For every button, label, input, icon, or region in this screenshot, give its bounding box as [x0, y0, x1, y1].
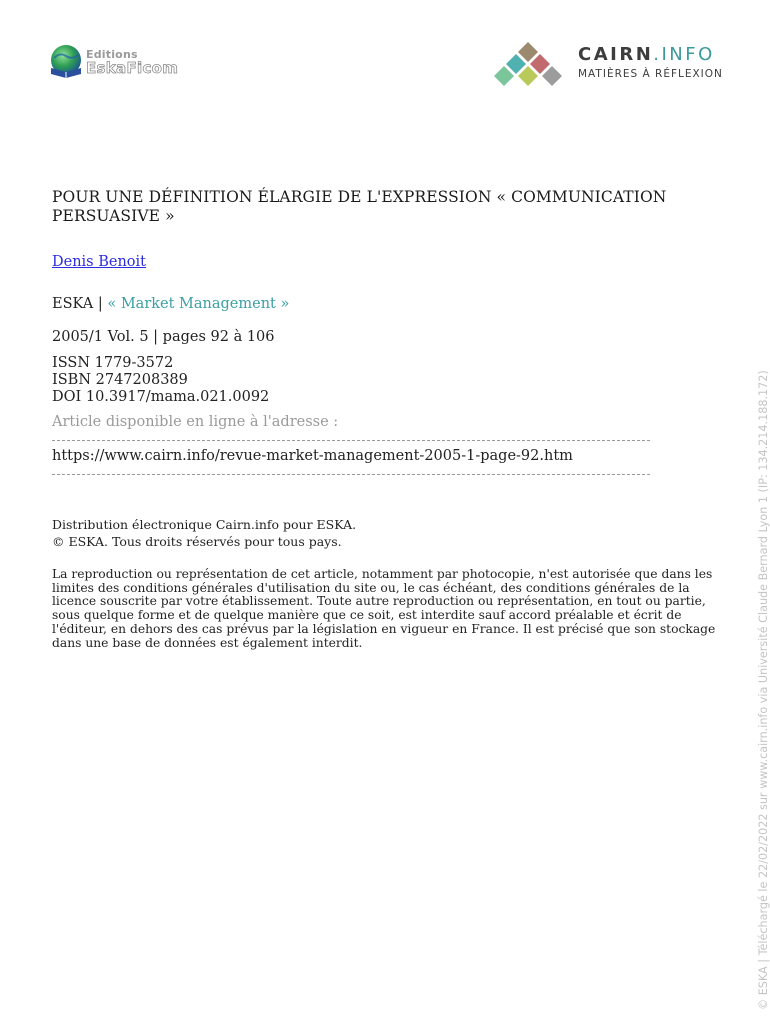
- eska-ficom-logo: [48, 42, 198, 82]
- doi: DOI 10.3917/mama.021.0092: [52, 389, 270, 405]
- cairn-wordmark: CAIRN.INFO: [578, 44, 715, 65]
- journal-link[interactable]: « Market Management »: [107, 296, 290, 312]
- cairn-info-logo[interactable]: [488, 40, 728, 92]
- eska-logo-big-text: EskaFicom: [86, 59, 179, 77]
- distribution-line: Distribution électronique Cairn.info pour ESKA.: [52, 517, 357, 532]
- separator: |: [93, 296, 108, 312]
- cairn-diamonds-icon: [488, 40, 570, 90]
- dashed-divider-top: [52, 440, 650, 441]
- globe-book-icon: [48, 44, 84, 80]
- issn: ISSN 1779-3572: [52, 355, 174, 371]
- eska-logo-small-text: Editions: [86, 48, 138, 61]
- article-title: POUR UNE DÉFINITION ÉLARGIE DE L'EXPRESSION « COMMUNICATION PERSUASIVE »: [52, 188, 667, 225]
- article-url[interactable]: https://www.cairn.info/revue-market-management-2005-1-page-92.htm: [52, 448, 573, 464]
- dashed-divider-bottom: [52, 474, 650, 475]
- author-link[interactable]: Denis Benoit: [52, 254, 147, 270]
- publisher-line: [52, 296, 289, 312]
- isbn: ISBN 2747208389: [52, 372, 188, 388]
- download-watermark: © ESKA | Téléchargé le 22/02/2022 sur www.cairn.info via Université Claude Bernard Lyon 1 (IP: 134.214.188.172): [757, 370, 770, 1010]
- cairn-tagline: MATIÈRES À RÉFLEXION: [578, 68, 723, 80]
- issue-info: 2005/1 Vol. 5 | pages 92 à 106: [52, 329, 275, 345]
- copyright-line: © ESKA. Tous droits réservés pour tous pays.: [52, 534, 342, 549]
- available-online-label: Article disponible en ligne à l'adresse :: [52, 414, 339, 430]
- publisher-name: ESKA: [52, 296, 94, 312]
- legal-notice: La reproduction ou représentation de cet article, notamment par photocopie, n'est autorisée que dans les limites des conditions générales d'utilisation du site ou, le cas échéant, des conditions générales de la licence souscrite par votre établissement. Toute autre reproduction ou représentation, en tout ou partie, sous quelque forme et de quelque manière que ce soit, est interdite sauf accord préalable et écrit de l'éditeur, en dehors des cas prévus par la législation en vigueur en France. Il est précisé que son stockage dans une base de données est également interdit.: [52, 567, 716, 650]
